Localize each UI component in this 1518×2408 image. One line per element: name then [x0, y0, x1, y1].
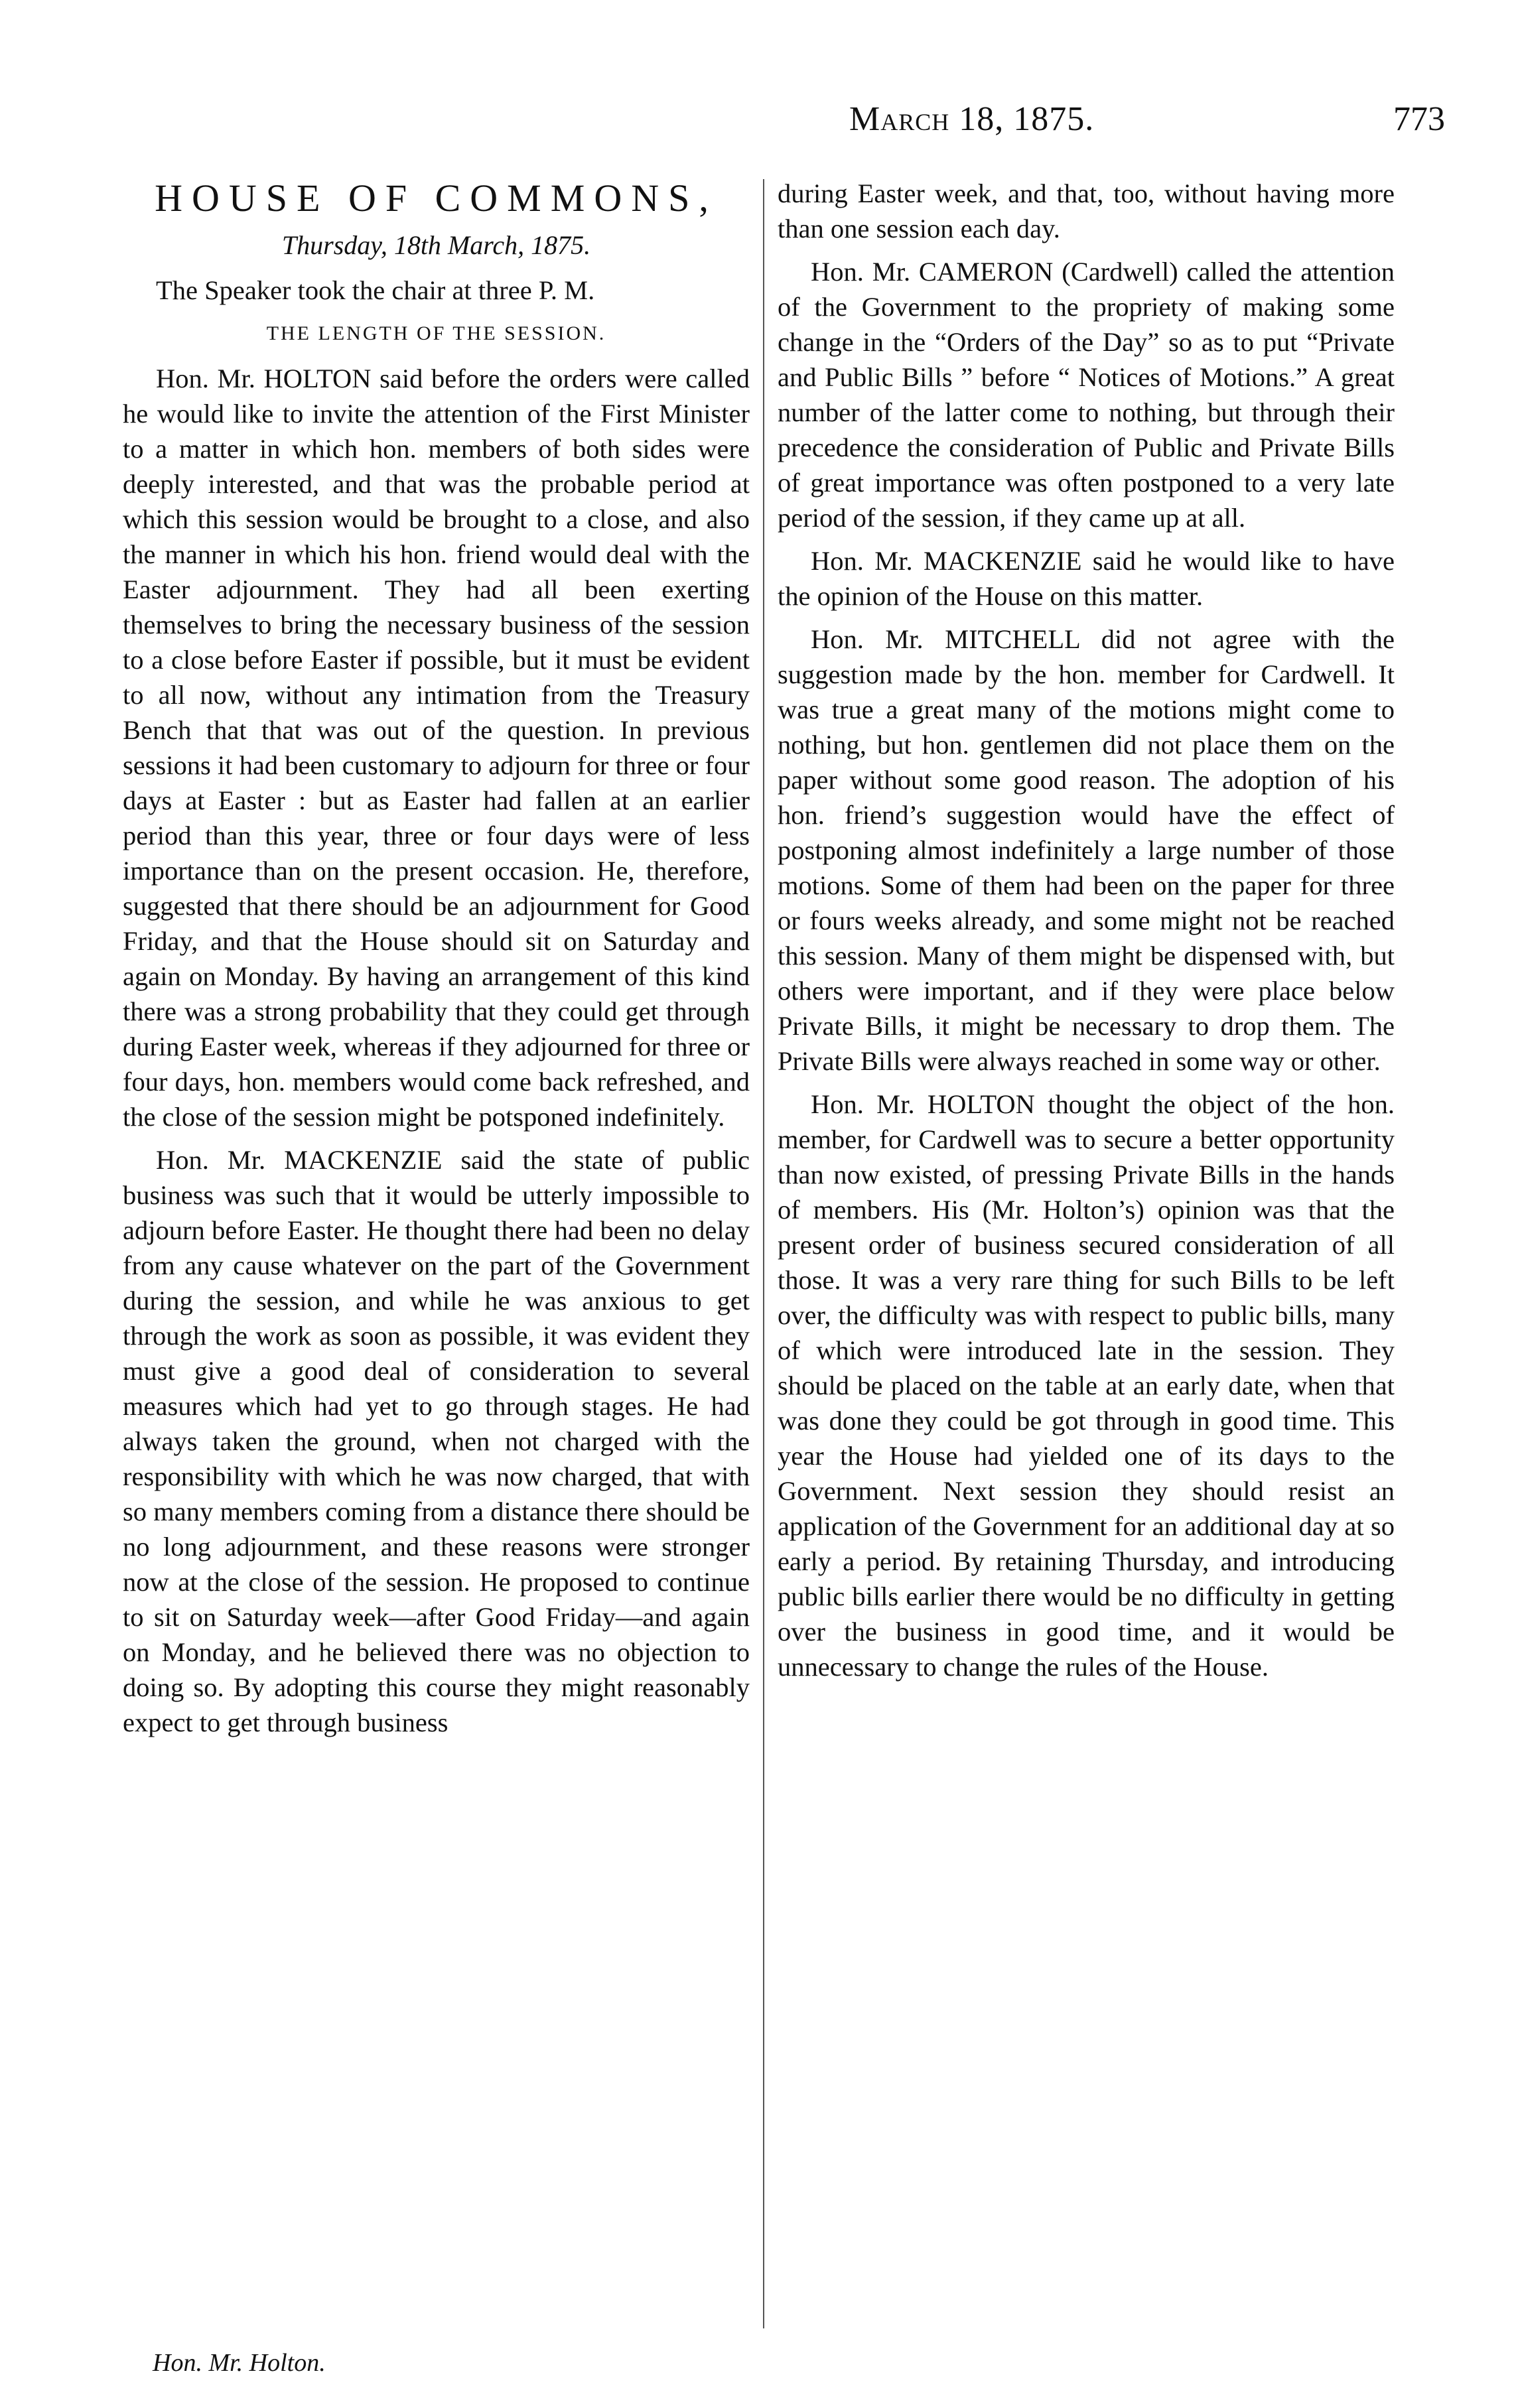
- page-number: 773: [1393, 100, 1445, 138]
- right-column: [778, 176, 1395, 1692]
- speech-paragraph: during Easter week, and that, too, without having more than one session each day.: [778, 178, 1395, 243]
- house-title: HOUSE OF COMMONS,: [155, 176, 718, 220]
- running-head: [849, 100, 1445, 166]
- speech-paragraph: Hon. Mr. HOLTON said before the orders were called he would like to invite the attention of the First Minister to a matter in which hon. members of both sides were deeply interested, and that was the probable period at which this session would be brought to a close, and also the manner in which his hon. friend would deal with the Easter adjournment. They had all been exerting themselves to bring the necessary business of the session to a close before Easter if possible, but it must be evident to all now, without any intimation from the Treasury Bench that that was out of the question. In previous sessions it had been customary to adjourn for three or four days at Easter : but as Easter had fallen at an earlier period than this year, three or four days were of less importance than on the present occasion. He, therefore, suggested that there should be an adjournment for Good Friday, and that the House should sit on Saturday and again on Monday. By having an arrangement of this kind there was a strong probability that they could get through during Easter week, whereas if they adjourned for three or four days, hon. members would come back refreshed, and the close of the session might be potsponed indefinitely.: [123, 364, 750, 1132]
- speech-paragraph: Hon. Mr. MACKENZIE said he would like to have the opinion of the House on this matter.: [778, 546, 1395, 611]
- left-column: [123, 176, 750, 1748]
- footer-signature: Hon. Mr. Holton.: [153, 2349, 326, 2377]
- column-divider: [763, 179, 764, 2328]
- section-heading: THE LENGTH OF THE SESSION.: [266, 322, 606, 344]
- speech-paragraph: Hon. Mr. HOLTON thought the object of the hon. member, for Cardwell was to secure a better opportunity than now existed, of pressing Private Bills in the hands of members. His (Mr. Holton’s) opinion was that the present order of business secured consideration of all those. It was a very rare thing for such Bills to be left over, the difficulty was with respect to public bills, many of which were introduced late in the session. They should be placed on the table at an early date, when that was done they could be got through in good time. This year the House had yielded one of its days to the Government. Next session they should resist an application of the Government for an additional day at so early a period. By retaining Thursday, and introducing public bills earlier there would be no difficulty in getting over the business in good time, and it would be unnecessary to change the rules of the House.: [778, 1089, 1395, 1682]
- speech-paragraph: Hon. Mr. MITCHELL did not agree with the suggestion made by the hon. member for Cardwell. It was true a great many of the motions might come to nothing, but hon. gentlemen did not place them on the paper without some good reason. The adoption of his hon. friend’s suggestion would have the effect of postponing almost indefinitely a large number of those motions. Some of them had been on the paper for three or fours weeks already, and some might not be reached this session. Many of them might be dispensed with, but others were important, and if they were place below Private Bills, it might be necessary to drop them. The Private Bills were always reached in some way or other.: [778, 624, 1395, 1076]
- sitting-date: Thursday, 18th March, 1875.: [281, 230, 591, 260]
- speech-paragraph: Hon. Mr. MACKENZIE said the state of public business was such that it would be utterly impossible to adjourn before Easter. He thought there had been no delay from any cause whatever on the part of the Government during the session, and while he was anxious to get through the work as soon as possible, it was evident they must give a good deal of consideration to several measures which had yet to go through stages. He had always taken the ground, when not charged with the responsibility with which he was now charged, that with so many members coming from a distance there should be no long adjournment, and these reasons were stronger now at the close of the session. He proposed to continue to sit on Saturday week—after Good Friday—and again on Monday, and he believed there was no objection to doing so. By adopting this course they might reasonably expect to get through business: [123, 1145, 750, 1737]
- speech-paragraph: Hon. Mr. CAMERON (Cardwell) called the attention of the Government to the propriety of making some change in the “Orders of the Day” so as to put “Private and Public Bills ” before “ Notices of Motions.” A great number of the latter come to nothing, but through their precedence the consideration of Public and Private Bills of great importance was often postponed to a very late period of the session, if they came up at all.: [778, 257, 1395, 533]
- header-date: March 18, 1875.: [849, 100, 1095, 138]
- opening-line: The Speaker took the chair at three P. M.: [156, 275, 595, 305]
